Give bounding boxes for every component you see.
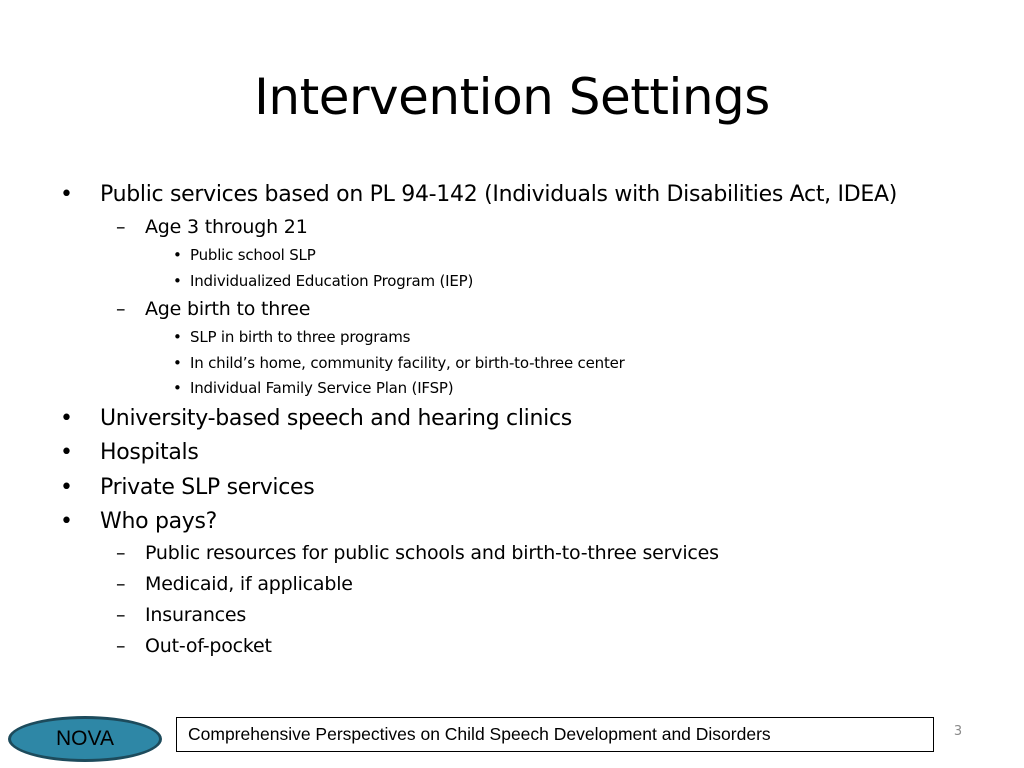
bullet-text: Public school SLP: [190, 246, 316, 264]
bullet-marker: •: [173, 379, 182, 397]
bullet-text: Age birth to three: [145, 298, 311, 320]
bullet-marker: –: [116, 298, 126, 320]
bullet-marker: –: [116, 573, 126, 595]
bullet-text: In child’s home, community facility, or birth-to-three center: [190, 354, 625, 372]
bullet-text: University-based speech and hearing clinics: [100, 406, 572, 431]
bullet-marker: •: [60, 406, 73, 431]
bullet-text: Out-of-pocket: [145, 635, 272, 657]
bullet-marker: –: [116, 635, 126, 657]
bullet-text: Public resources for public schools and birth-to-three services: [145, 542, 719, 564]
bullet-text: Medicaid, if applicable: [145, 573, 353, 595]
footer-caption-box: [176, 717, 934, 752]
bullet-marker: •: [173, 354, 182, 372]
page-number: 3: [953, 724, 963, 739]
bullet-marker: •: [60, 509, 73, 534]
bullet-marker: –: [116, 542, 126, 564]
bullet-text: Hospitals: [100, 440, 199, 465]
bullet-text: Age 3 through 21: [145, 216, 308, 238]
bullet-marker: •: [173, 246, 182, 264]
bullet-text: Insurances: [145, 604, 247, 626]
bullet-marker: •: [173, 272, 182, 290]
bullet-marker: –: [116, 216, 126, 238]
bullet-marker: •: [60, 475, 73, 500]
bullet-marker: •: [60, 440, 73, 465]
bullet-marker: –: [116, 604, 126, 626]
slide-title: Intervention Settings: [254, 68, 770, 126]
footer-caption: Comprehensive Perspectives on Child Speech Development and Disorders: [188, 724, 771, 744]
bullet-text: Individualized Education Program (IEP): [190, 272, 474, 290]
bullet-text: SLP in birth to three programs: [190, 328, 411, 346]
bullet-text: Who pays?: [100, 509, 218, 534]
bullet-marker: •: [173, 328, 182, 346]
nova-logo: NOVA: [8, 716, 162, 762]
bullet-text: Public services based on PL 94-142 (Individuals with Disabilities Act, IDEA): [100, 182, 898, 207]
bullet-text: Private SLP services: [100, 475, 315, 500]
bullet-text: Individual Family Service Plan (IFSP): [190, 379, 454, 397]
bullet-marker: •: [60, 182, 73, 207]
